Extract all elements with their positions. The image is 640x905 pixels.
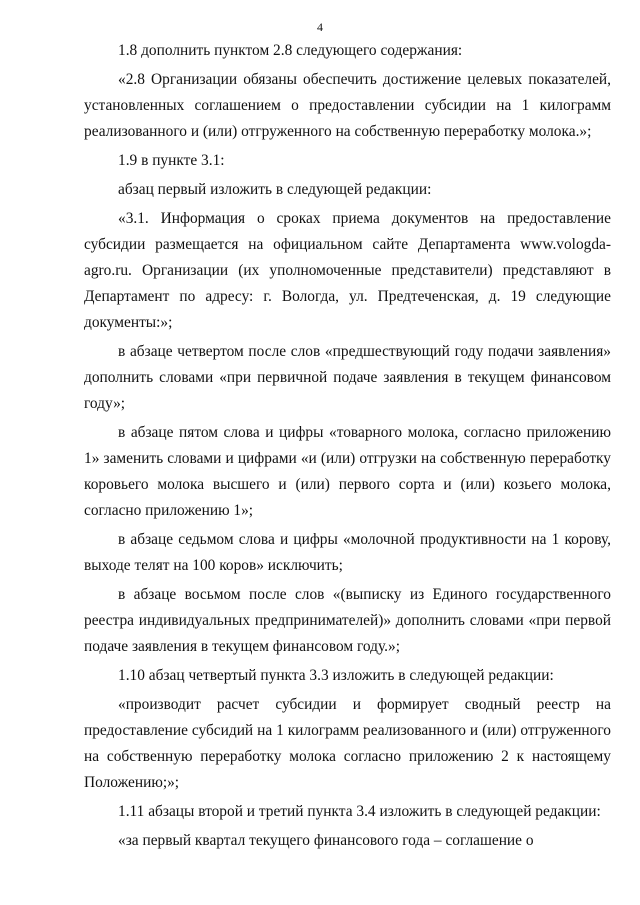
paragraph-fifth-abzac: в абзаце пятом слова и цифры «товарного молока, согласно приложению 1» заменить словами и цифрами «и (или) отгрузки на собственную переработку коровьего молока высшего и (или) первого сорта и (или) козьего молока, согласно приложению 1»; xyxy=(84,424,611,519)
paragraph-1-11: 1.11 абзацы второй и третий пункта 3.4 изложить в следующей редакции: xyxy=(118,803,601,820)
paragraph-first-abzac: абзац первый изложить в следующей редакции: xyxy=(118,181,432,198)
paragraph-3-3-quote: «производит расчет субсидии и формирует сводный реестр на предоставление субсидий на 1 килограмм реализованного и (или) отгруженного на собственную переработку молока согласно приложению 2 к настоящему Положению;»; xyxy=(84,696,611,791)
page-number: 4 xyxy=(317,20,323,34)
paragraph-1-10: 1.10 абзац четвертый пункта 3.3 изложить в следующей редакции: xyxy=(118,667,554,684)
paragraph-eighth-abzac: в абзаце восьмом после слов «(выписку из Единого государственного реестра индивидуальных предпринимателей)» дополнить словами «при первой подаче заявления в текущем финансовом году.»; xyxy=(84,586,611,655)
paragraph-seventh-abzac: в абзаце седьмом слова и цифры «молочной продуктивности на 1 корову, выходе телят на 100 коров» исключить; xyxy=(84,531,611,574)
document-body xyxy=(84,38,611,857)
paragraph-2-8-quote: «2.8 Организации обязаны обеспечить достижение целевых показателей, установленных соглашением о предоставлении субсидии на 1 килограмм реализованного и (или) отгруженного на собственную переработку молока.»; xyxy=(84,71,611,140)
paragraph-1-8: 1.8 дополнить пунктом 2.8 следующего содержания: xyxy=(118,42,463,59)
paragraph-3-1-quote: «3.1. Информация о сроках приема документов на предоставление субсидии размещается на официальном сайте Департамента www.vologda-agro.ru. Организации (их уполномоченные представители) представляют в Департамент по адресу: г. Вологда, ул. Предтеченская, д. 19 следующие документы:»; xyxy=(84,210,611,331)
paragraph-fourth-abzac: в абзаце четвертом после слов «предшествующий году подачи заявления» дополнить словами «при первичной подаче заявления в текущем финансовом году»; xyxy=(84,343,611,412)
paragraph-first-quarter: «за первый квартал текущего финансового года – соглашение о xyxy=(118,832,534,849)
paragraph-1-9: 1.9 в пункте 3.1: xyxy=(118,152,225,169)
